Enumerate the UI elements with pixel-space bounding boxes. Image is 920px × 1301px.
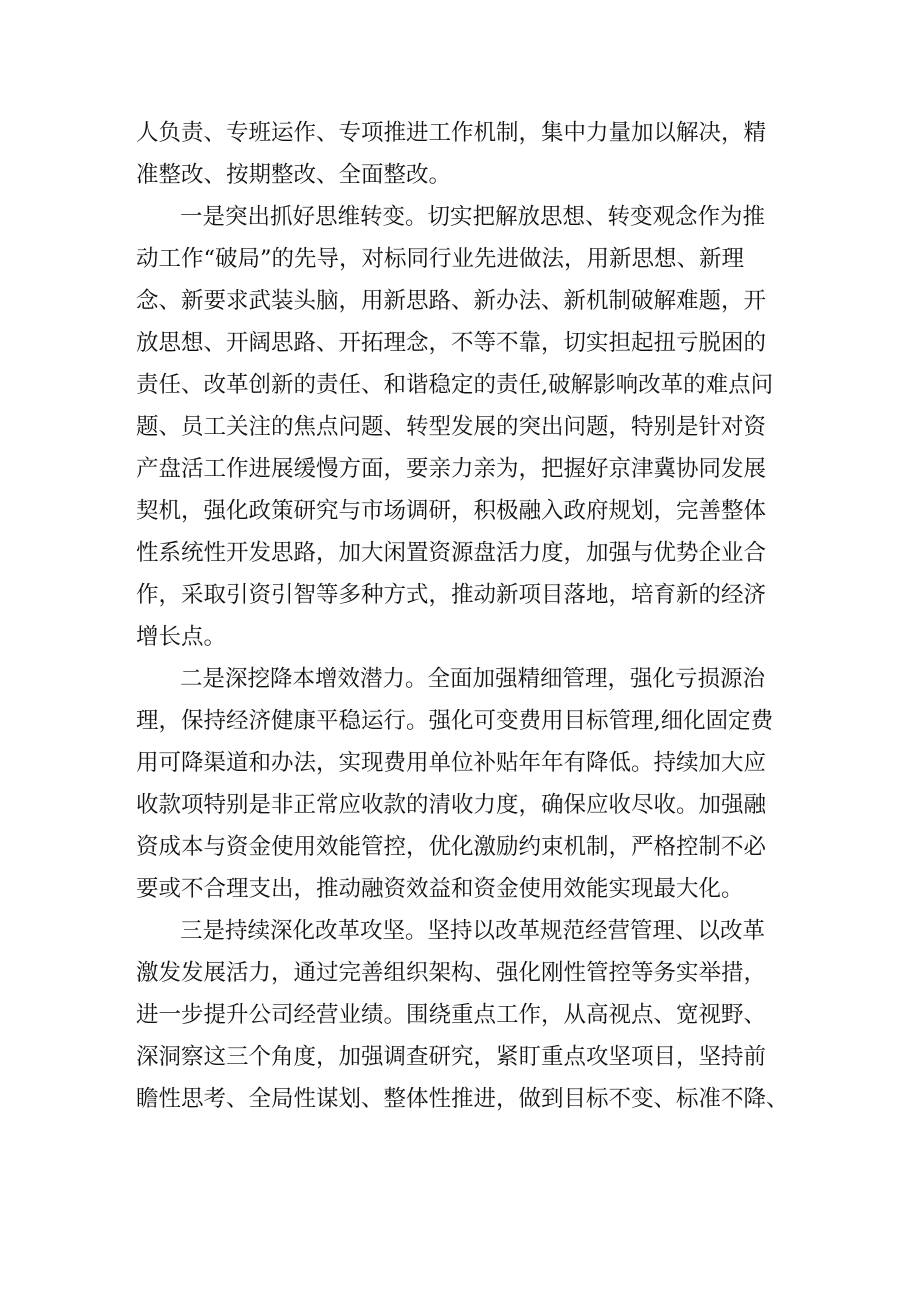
paragraph	[136, 910, 796, 1120]
text-line: 进一步提升公司经营业绩。围绕重点工作，从高视点、宽视野、	[136, 1002, 767, 1028]
text-line: 念、新要求武装头脑，用新思路、新办法、新机制破解难题，开	[136, 288, 767, 314]
paragraph	[136, 196, 796, 658]
text-line: 放思想、开阔思路、开拓理念，不等不靠，切实担起扭亏脱困的	[136, 330, 767, 356]
text-line: 一是突出抓好思维转变。切实把解放思想、转变观念作为推	[180, 204, 766, 230]
text-line: 人负责、专班运作、专项推进工作机制，集中力量加以解决，精	[136, 120, 767, 146]
text-line: 准整改、按期整改、全面整改。	[136, 162, 452, 188]
paragraph	[136, 112, 796, 196]
text-line: 作，采取引资引智等多种方式，推动新项目落地，培育新的经济	[136, 582, 767, 608]
text-line: 产盘活工作进展缓慢方面，要亲力亲为，把握好京津冀协同发展	[136, 456, 767, 482]
text-line: 收款项特别是非正常应收款的清收力度，确保应收尽收。加强融	[136, 792, 767, 818]
paragraph	[136, 658, 796, 910]
text-line: 资成本与资金使用效能管控，优化激励约束机制，严格控制不必	[136, 834, 767, 860]
text-line: 契机，强化政策研究与市场调研，积极融入政府规划，完善整体	[136, 498, 767, 524]
text-line: 二是深挖降本增效潜力。全面加强精细管理，强化亏损源治	[180, 666, 766, 692]
text-line: 用可降渠道和办法，实现费用单位补贴年年有降低。持续加大应	[136, 750, 767, 776]
text-line: 增长点。	[136, 624, 227, 650]
text-line: 动工作“破局”的先导，对标同行业先进做法，用新思想、新理	[136, 246, 745, 272]
text-line: 深洞察这三个角度，加强调查研究，紧盯重点攻坚项目，坚持前	[136, 1044, 767, 1070]
text-line: 瞻性思考、全局性谋划、整体性推进，做到目标不变、标准不降、	[136, 1086, 789, 1112]
text-line: 责任、改革创新的责任、和谐稳定的责任,破解影响改革的难点问	[136, 372, 774, 398]
text-line: 三是持续深化改革攻坚。坚持以改革规范经营管理、以改革	[180, 918, 766, 944]
text-line: 理，保持经济健康平稳运行。强化可变费用目标管理,细化固定费	[136, 708, 774, 734]
text-line: 激发发展活力，通过完善组织架构、强化刚性管控等务实举措，	[136, 960, 767, 986]
text-line: 性系统性开发思路，加大闲置资源盘活力度，加强与优势企业合	[136, 540, 767, 566]
document-body	[136, 112, 796, 1120]
text-line: 题、员工关注的焦点问题、转型发展的突出问题，特别是针对资	[136, 414, 767, 440]
text-line: 要或不合理支出，推动融资效益和资金使用效能实现最大化。	[136, 876, 744, 902]
